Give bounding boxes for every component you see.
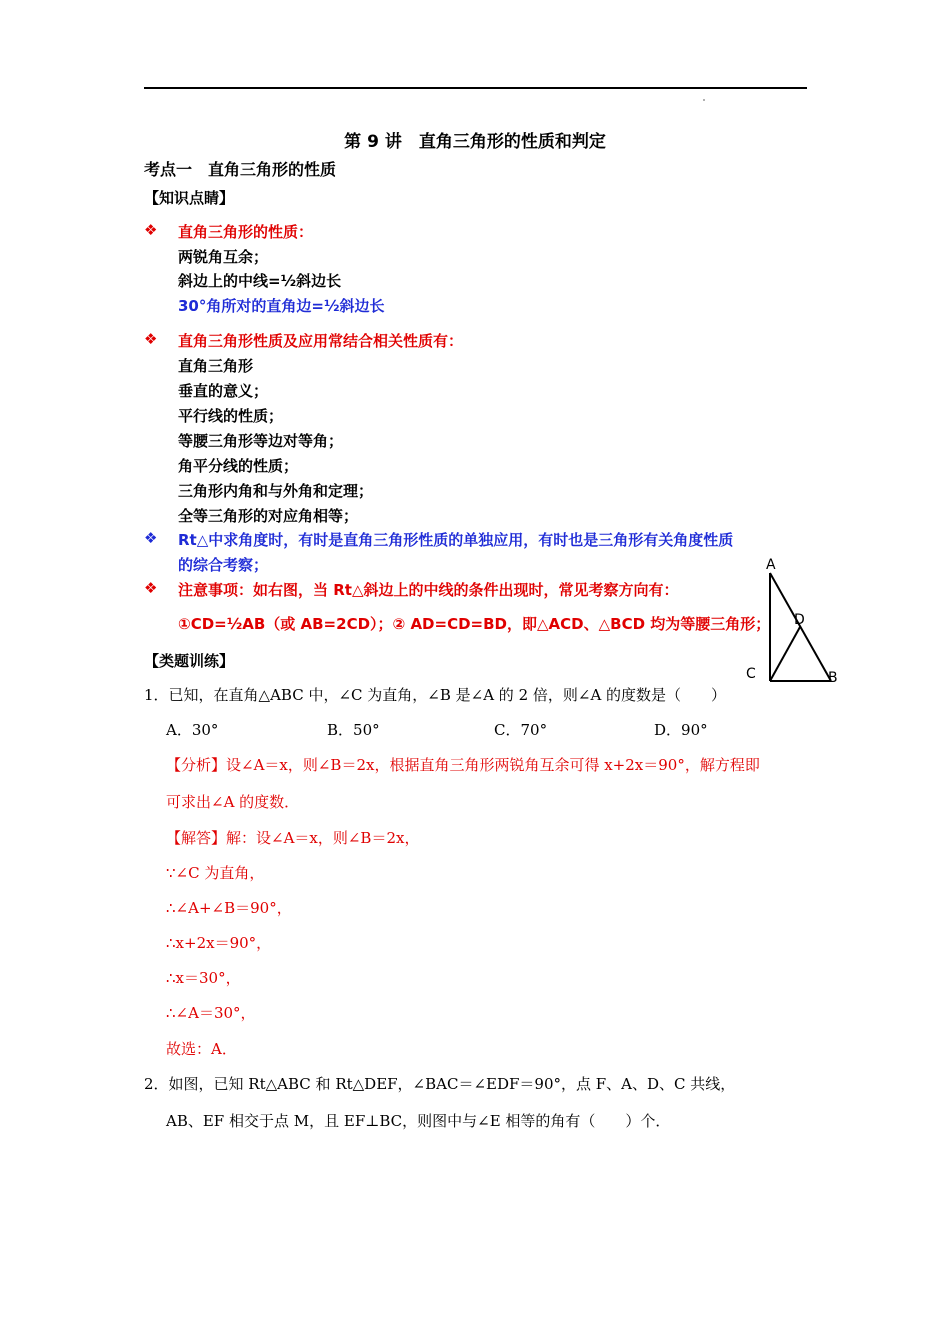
- q2-line1: 2．如图，已知 Rt△ABC 和 Rt△DEF，∠BAC＝∠EDF＝90°，点 F、A、D、C 共线，: [144, 1075, 736, 1093]
- triangle-figure: [740, 555, 850, 685]
- label-d: D: [794, 612, 805, 628]
- q1-solution: 【解答】解：设∠A＝x，则∠B＝2x，: [166, 829, 420, 847]
- q1-analysis: 可求出∠A 的度数．: [166, 793, 300, 811]
- label-b: B: [828, 670, 838, 685]
- bullet2-line: 直角三角形: [178, 357, 254, 375]
- q2-line2: AB、EF 相交于点 M，且 EF⊥BC，则图中与∠E 相等的角有（ ）个．: [166, 1112, 671, 1130]
- q1-analysis: 【分析】设∠A＝x，则∠B＝2x，根据直角三角形两锐角互余可得 x+2x＝90°，解方程即: [166, 756, 760, 774]
- bullet-icon: ❖: [144, 529, 158, 547]
- q1-option-c: C．70°: [494, 721, 548, 739]
- header-rule: [144, 87, 807, 89]
- header-dot: [703, 99, 705, 101]
- bullet1-line: 斜边上的中线=½斜边长: [178, 272, 342, 290]
- bullet1-line: 两锐角互余；: [178, 248, 269, 266]
- label-c: C: [746, 666, 756, 682]
- bullet-icon: ❖: [144, 579, 158, 597]
- bullet2-line: 等腰三角形等边对等角；: [178, 432, 344, 450]
- median-cd: [770, 627, 800, 681]
- bullet2-line: 平行线的性质；: [178, 407, 284, 425]
- q1-step: ∴∠A+∠B＝90°，: [166, 899, 292, 917]
- bullet2-heading: 直角三角形性质及应用常结合相关性质有：: [178, 332, 464, 350]
- q1-step: ∴x＝30°，: [166, 969, 241, 987]
- bullet4-line2: ①CD=½AB（或 AB=2CD）；② AD=CD=BD，即△ACD、△BCD 均为等腰三角形；: [178, 615, 771, 633]
- section-title: 考点一 直角三角形的性质: [144, 160, 337, 179]
- label-a: A: [766, 557, 776, 573]
- knowledge-label: 【知识点睛】: [144, 189, 235, 207]
- bullet2-line: 角平分线的性质；: [178, 457, 299, 475]
- q1-step: ∴x+2x＝90°，: [166, 934, 272, 952]
- q1-option-a: A．30°: [166, 721, 219, 739]
- bullet2-line: 垂直的意义；: [178, 382, 269, 400]
- bullet1-heading: 直角三角形的性质：: [178, 223, 314, 241]
- bullet2-line: 全等三角形的对应角相等；: [178, 507, 359, 525]
- bullet3-line1: Rt△中求角度时，有时是直角三角形性质的单独应用，有时也是三角形有关角度性质: [178, 531, 734, 549]
- bullet1-line: 30°角所对的直角边=½斜边长: [178, 297, 385, 315]
- q1-option-b: B．50°: [327, 721, 380, 739]
- q1-option-d: D．90°: [654, 721, 708, 739]
- bullet4-line1: 注意事项：如右图，当 Rt△斜边上的中线的条件出现时，常见考察方向有：: [178, 581, 679, 599]
- bullet-icon: ❖: [144, 330, 158, 348]
- bullet-icon: ❖: [144, 221, 158, 239]
- q1-step: ∵∠C 为直角，: [166, 864, 265, 882]
- exercise-label: 【类题训练】: [144, 652, 235, 670]
- q1-step: ∴∠A＝30°，: [166, 1004, 256, 1022]
- page-title: 第 9 讲 直角三角形的性质和判定: [344, 132, 606, 152]
- bullet3-line2: 的综合考察；: [178, 556, 269, 574]
- q1-answer: 故选：A．: [166, 1040, 237, 1058]
- q1-stem: 1．已知，在直角△ABC 中，∠C 为直角，∠B 是∠A 的 2 倍，则∠A 的度数是（ ）: [144, 686, 727, 704]
- bullet2-line: 三角形内角和与外角和定理；: [178, 482, 374, 500]
